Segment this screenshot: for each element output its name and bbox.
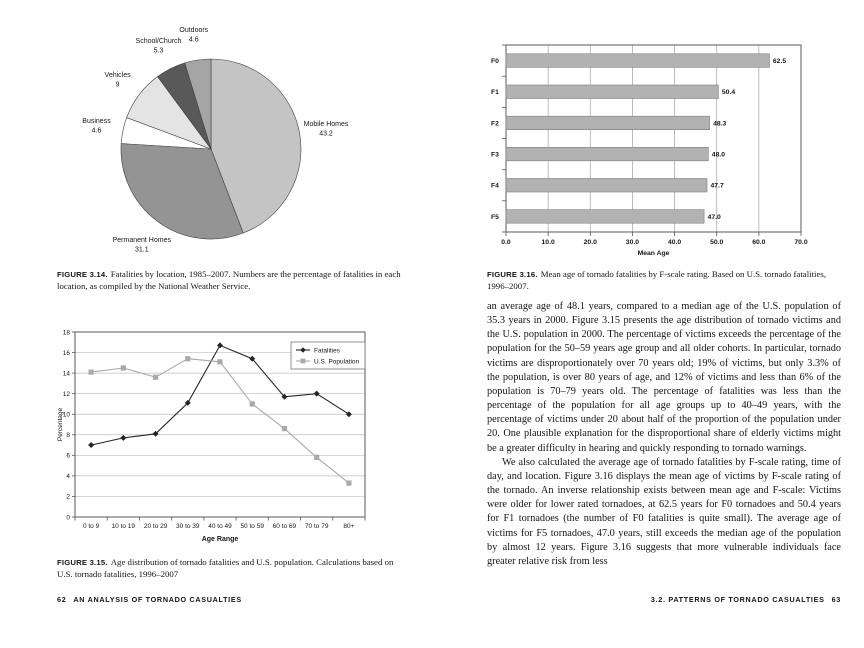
marker-square-u-s-population bbox=[217, 359, 222, 364]
bar-x-tick-label: 50.0 bbox=[710, 239, 724, 246]
legend-label-u-s-population: U.S. Population bbox=[314, 358, 360, 366]
line-y-tick-label: 18 bbox=[62, 329, 70, 337]
pie-value-vehicles: 9 bbox=[115, 81, 120, 89]
line-y-tick-label: 14 bbox=[62, 370, 70, 378]
pie-label-business: Business bbox=[82, 118, 111, 126]
bar-value-label-f0: 62.5 bbox=[772, 58, 787, 65]
bar-value-label-f1: 50.4 bbox=[721, 89, 736, 97]
marker-square-u-s-population bbox=[346, 480, 351, 485]
body-text bbox=[487, 300, 841, 569]
pie-label-vehicles: Vehicles bbox=[104, 72, 131, 80]
right-page-footer bbox=[487, 595, 841, 604]
left-page-footer bbox=[57, 595, 242, 604]
line-x-tick-label: 0 to 9 bbox=[82, 523, 100, 530]
marker-square-u-s-population bbox=[89, 369, 94, 374]
bar-f1 bbox=[506, 85, 718, 99]
pie-value-permanent-homes: 31.1 bbox=[134, 246, 149, 254]
pie-value-school-church: 5.3 bbox=[153, 47, 164, 55]
bar-f4 bbox=[506, 179, 707, 193]
bar-x-tick-label: 70.0 bbox=[794, 239, 808, 246]
line-x-tick-label: 20 to 29 bbox=[143, 523, 168, 530]
bar-chart-mean-age-by-fscale bbox=[482, 28, 822, 261]
pie-label-permanent-homes: Permanent Homes bbox=[112, 236, 171, 244]
marker-square-u-s-population bbox=[185, 356, 190, 361]
marker-square-u-s-population bbox=[153, 375, 158, 380]
bar-f2 bbox=[506, 116, 710, 130]
bar-x-tick-label: 0.0 bbox=[501, 239, 511, 246]
line-x-tick-label: 50 to 59 bbox=[240, 523, 264, 530]
bar-x-tick-label: 10.0 bbox=[541, 239, 555, 246]
bar-category-label-f2: F2 bbox=[491, 120, 499, 128]
bar-category-label-f4: F4 bbox=[491, 182, 499, 190]
line-x-tick-label: 40 to 49 bbox=[208, 523, 232, 530]
bar-x-tick-label: 30.0 bbox=[625, 239, 640, 246]
figure-3-14-caption-text: Fatalities by location, 1985–2007. Numbers are the percentage of fatalities in each location, as compiled by the National Weather Service. bbox=[57, 268, 401, 291]
bar-category-label-f5: F5 bbox=[491, 213, 499, 221]
line-chart-age-distribution bbox=[55, 322, 395, 546]
right-page-number: 63 bbox=[831, 595, 841, 604]
bar-x-tick-label: 40.0 bbox=[667, 239, 682, 246]
figure-3-16-caption bbox=[487, 269, 835, 293]
series-line-u-s-population bbox=[91, 359, 349, 483]
pie-label-outdoors: Outdoors bbox=[179, 26, 209, 34]
pie-value-outdoors: 4.6 bbox=[188, 36, 199, 44]
left-page-number: 62 bbox=[57, 595, 67, 604]
bar-category-label-f0: F0 bbox=[491, 58, 499, 65]
line-y-tick-label: 6 bbox=[66, 452, 70, 460]
bar-x-tick-label: 20.0 bbox=[583, 239, 597, 246]
figure-3-15-caption bbox=[57, 557, 405, 581]
bar-f0 bbox=[506, 54, 769, 68]
bar-f5 bbox=[506, 210, 704, 224]
figure-3-15-caption-label: FIGURE 3.15. bbox=[57, 557, 108, 567]
line-y-tick-label: 10 bbox=[62, 411, 70, 419]
figure-3-15-caption-text: Age distribution of tornado fatalities and U.S. population. Calculations based on U.S. tornado fatalities, 1996–2007 bbox=[57, 556, 394, 579]
bar-plot-border bbox=[506, 45, 801, 232]
line-x-tick-label: 60 to 69 bbox=[272, 523, 297, 530]
left-running-head: AN ANALYSIS OF TORNADO CASUALTIES bbox=[73, 595, 242, 604]
figure-3-16-caption-text: Mean age of tornado fatalities by F-scale rating. Based on U.S. tornado fatalities, 1996–2007. bbox=[487, 268, 827, 291]
bar-value-label-f5: 47.0 bbox=[707, 213, 721, 221]
marker-square-u-s-population bbox=[121, 365, 126, 370]
line-x-axis-title: Age Range bbox=[201, 536, 239, 543]
bar-value-label-f4: 47.7 bbox=[710, 182, 724, 190]
pie-value-business: 4.6 bbox=[91, 127, 102, 135]
line-y-tick-label: 4 bbox=[66, 473, 70, 481]
right-running-head: 3.2. PATTERNS OF TORNADO CASUALTIES bbox=[650, 595, 825, 604]
marker-diamond-fatalities bbox=[346, 411, 352, 417]
marker-square-u-s-population bbox=[282, 426, 287, 431]
body-paragraph-2: We also calculated the average age of tornado fatalities by F-scale rating, time of day, and location. Figure 3.16 displays the mean age of victims by F-scale rating of the tornado. An inverse relationship exists between mean age and F-scale: Victims were older for lower rated tornadoes, at 62.5 years for F0 tornadoes and 50.4 years for F1 tornadoes (the number of F0 fatalities is quite small). The average age of victims for F5 tornadoes, 47.0 years, still exceeds the median age of the population by almost 12 years. Figure 3.16 suggests that more vulnerable individuals face greater relative risk from less bbox=[487, 456, 841, 567]
marker-square-u-s-population bbox=[314, 455, 319, 460]
pie-label-school-church: School/Church bbox=[135, 38, 182, 45]
bar-x-axis-title: Mean Age bbox=[637, 250, 670, 257]
line-x-tick-label: 30 to 39 bbox=[176, 523, 200, 530]
pie-chart-fatalities-by-location bbox=[56, 18, 386, 258]
figure-3-16-caption-label: FIGURE 3.16. bbox=[487, 269, 538, 279]
legend-label-fatalities: Fatalities bbox=[314, 347, 341, 355]
bar-x-tick-label: 60.0 bbox=[752, 239, 766, 246]
line-y-tick-label: 12 bbox=[62, 390, 70, 398]
figure-3-14-caption-label: FIGURE 3.14. bbox=[57, 269, 108, 279]
figure-3-14-caption bbox=[57, 269, 405, 293]
line-y-tick-label: 2 bbox=[66, 493, 70, 501]
pie-label-mobile-homes: Mobile Homes bbox=[303, 121, 349, 129]
line-y-tick-label: 16 bbox=[62, 349, 70, 357]
bar-f3 bbox=[506, 147, 708, 161]
marker-diamond-fatalities bbox=[120, 435, 126, 441]
line-y-tick-label: 8 bbox=[66, 432, 70, 440]
bar-category-label-f3: F3 bbox=[491, 151, 499, 159]
line-x-tick-label: 70 to 79 bbox=[304, 523, 329, 530]
line-y-tick-label: 0 bbox=[66, 514, 70, 522]
bar-value-label-f2: 48.3 bbox=[713, 120, 727, 128]
marker-square-u-s-population bbox=[250, 401, 255, 406]
bar-category-label-f1: F1 bbox=[491, 89, 499, 97]
line-x-tick-label: 80+ bbox=[343, 523, 355, 530]
line-x-tick-label: 10 to 19 bbox=[111, 523, 136, 530]
legend-marker-u-s-population bbox=[301, 359, 306, 364]
marker-diamond-fatalities bbox=[88, 442, 94, 448]
marker-diamond-fatalities bbox=[314, 391, 320, 397]
bar-value-label-f3: 48.0 bbox=[711, 151, 726, 159]
line-y-axis-title: Percentage bbox=[57, 407, 64, 442]
body-paragraph-1: an average age of 48.1 years, compared to a median age of the U.S. population of 35.3 years in 2000. Figure 3.15 presents the age distribution of tornado victims and the U.S. population in 2000. The percentage of victims exceeds the percentage of the population for the 50–59 years age group and all older cohorts. In particular, tornado victims are disproportionately over 70 years old; 19% of victims, but only 3.3% of the population, is over 80 years of age, and 12% of victims and less than 6% of the population is 70–79 years old. The percentage of fatalities was less than the percentage of the population for all age groups up to 40–49 years, with the percentage of victims under 20 about half of the proportion of the population under 20. One plausible explanation for the disproportional share of elderly victims might be a greater difficulty in hearing and quickly responding to tornado warnings. bbox=[487, 301, 841, 454]
pie-value-mobile-homes: 43.2 bbox=[319, 130, 333, 138]
marker-diamond-fatalities bbox=[217, 342, 223, 348]
